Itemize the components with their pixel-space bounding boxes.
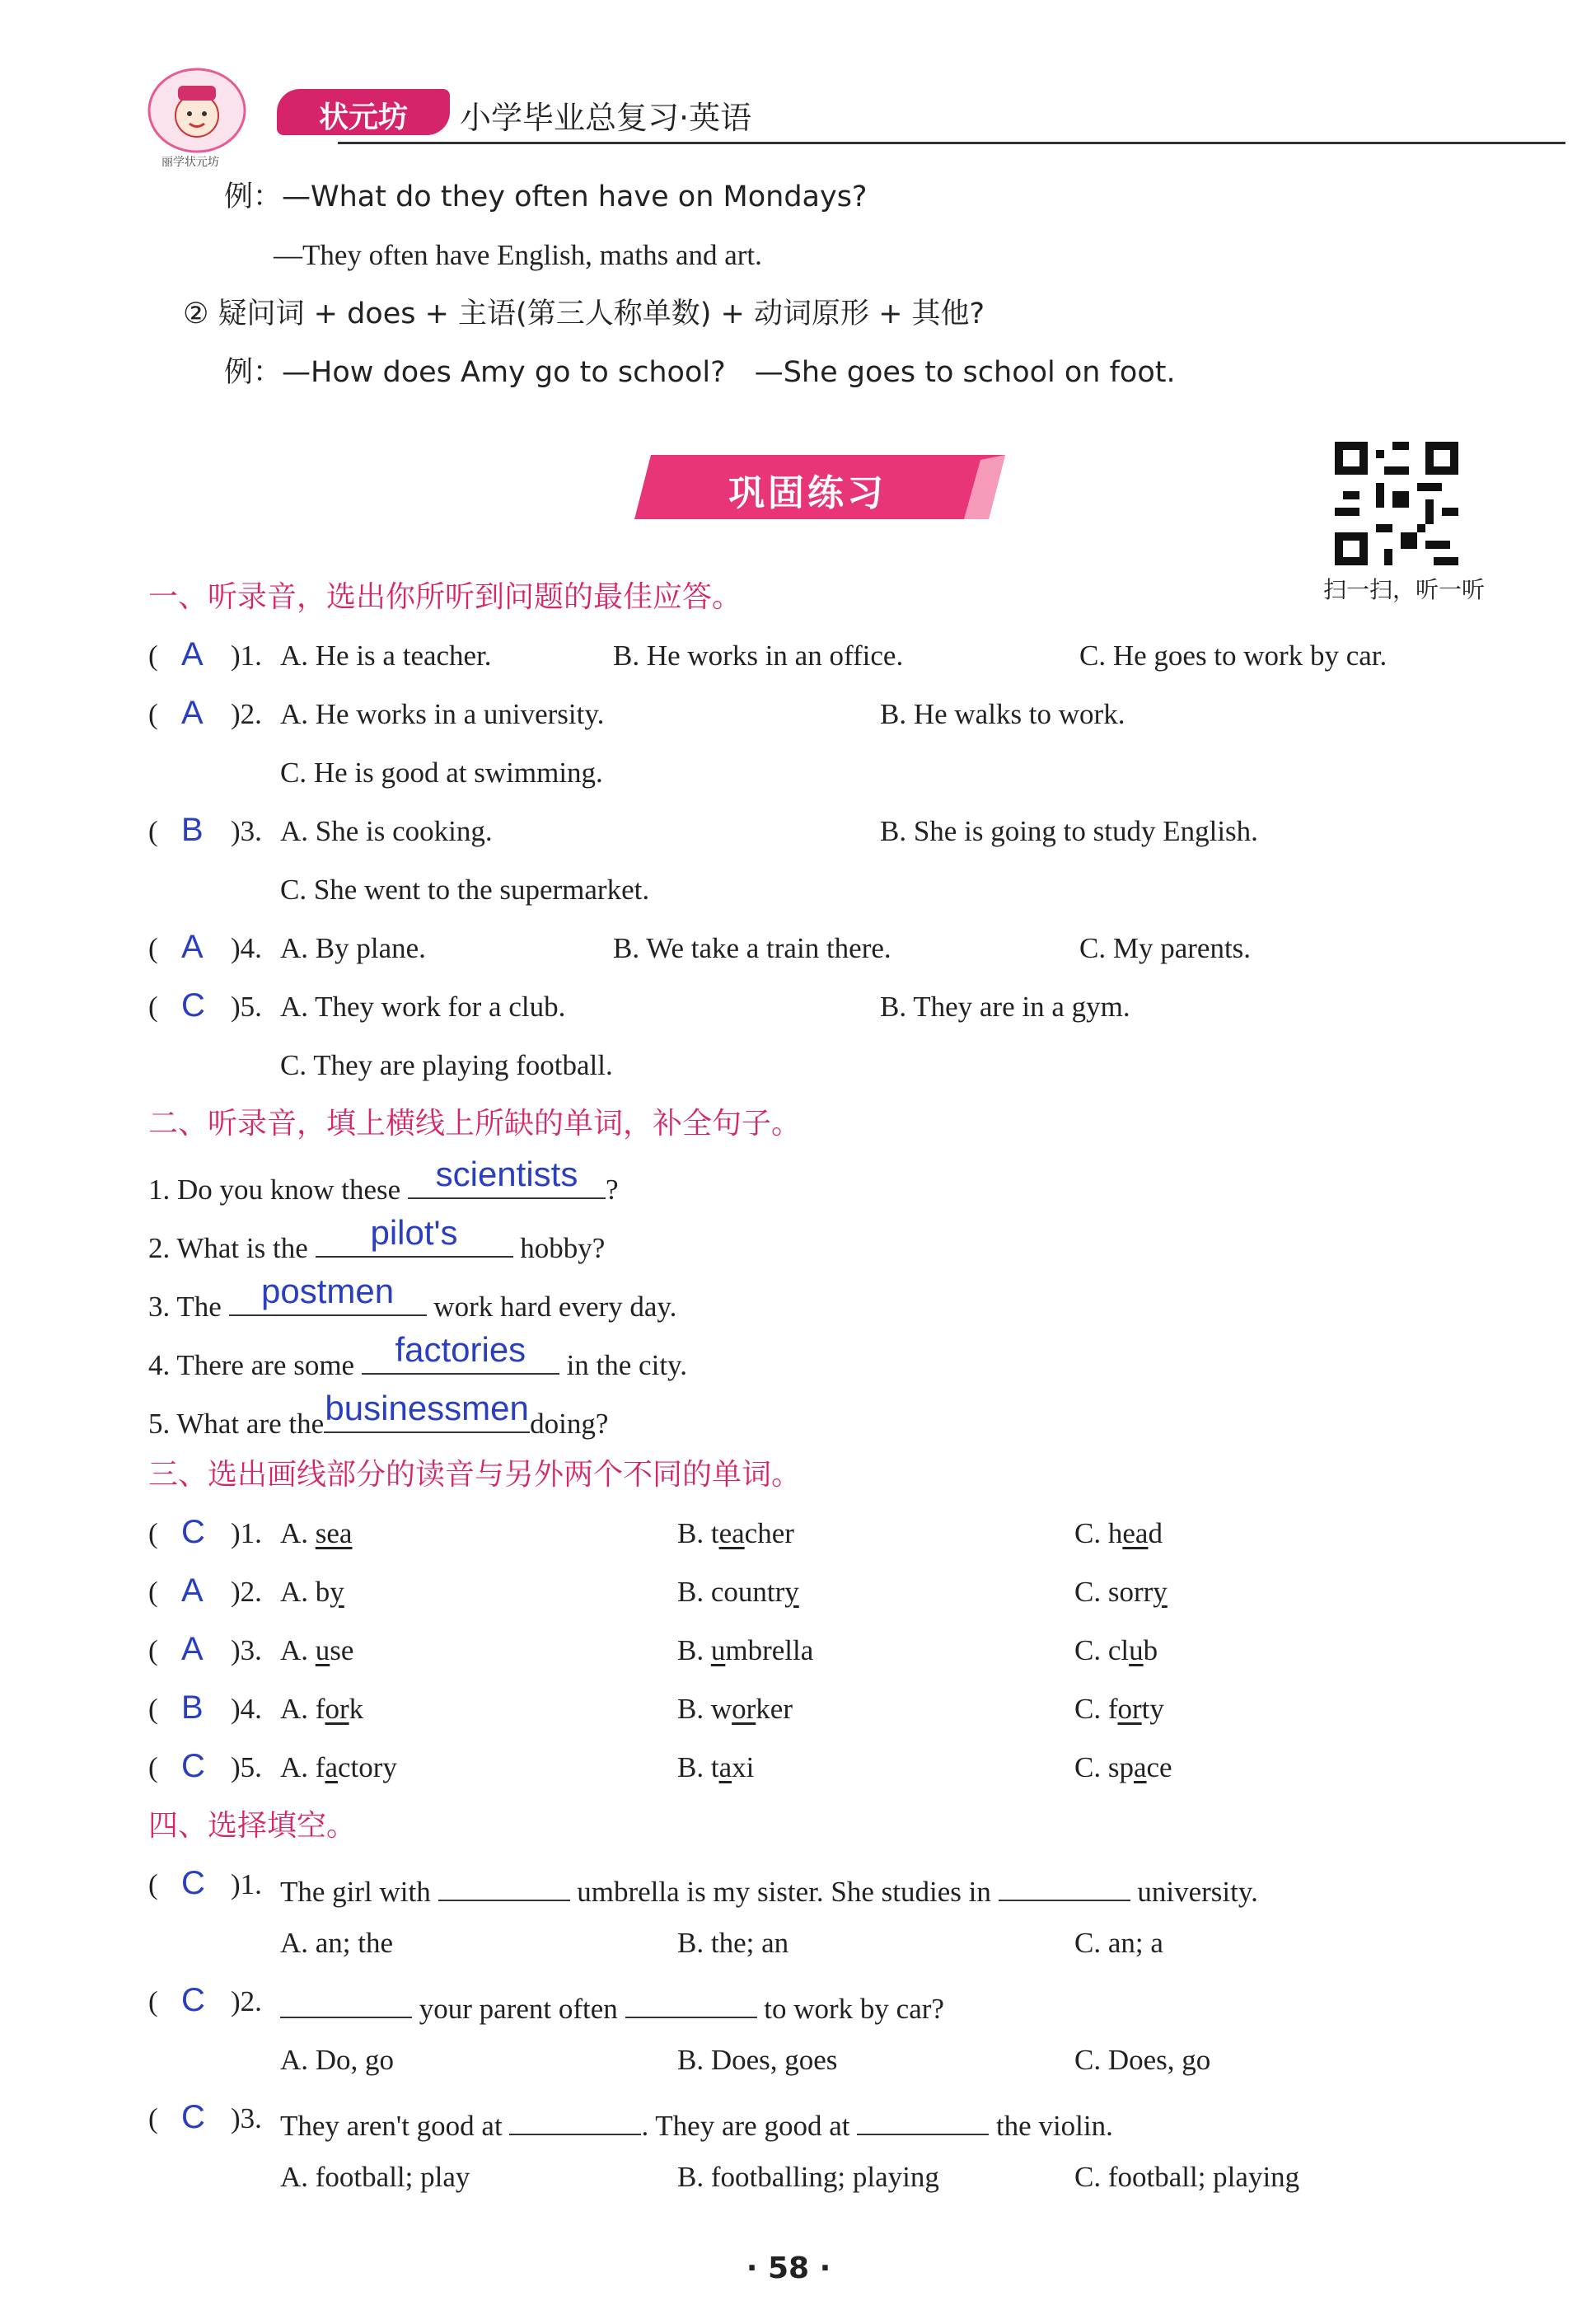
section-4-title: 四、选择填空。 bbox=[148, 1809, 357, 1843]
option-a: A. By plane. bbox=[280, 932, 426, 964]
option-a: A. sea bbox=[280, 1517, 353, 1549]
section-1-title: 一、听录音，选出你所听到问题的最佳应答。 bbox=[148, 580, 742, 614]
option-c: C. an; a bbox=[1074, 1927, 1163, 1959]
fill-sentence-3 bbox=[148, 1272, 677, 1325]
intro-example-1-answer: —They often have English, maths and art. bbox=[274, 239, 762, 271]
question-number: )3. bbox=[231, 1634, 262, 1666]
question-number: )1. bbox=[231, 1517, 262, 1549]
sentence-start: 3. The bbox=[148, 1291, 222, 1323]
fill-sentence-2 bbox=[148, 1213, 606, 1267]
answer: A bbox=[181, 695, 204, 731]
answer-blank bbox=[362, 1330, 559, 1375]
question-number: )3. bbox=[231, 815, 262, 847]
option-b: B. country bbox=[677, 1576, 799, 1608]
question-stem: They aren't good at . They are good at the violin. bbox=[280, 2101, 1113, 2144]
option-c: C. My parents. bbox=[1079, 932, 1252, 964]
section-banner bbox=[634, 452, 1005, 522]
answer-blank bbox=[408, 1155, 606, 1199]
option-c: C. space bbox=[1074, 1751, 1172, 1783]
brand-badge bbox=[277, 89, 450, 135]
question-number: )2. bbox=[231, 698, 262, 730]
option-b: B. He walks to work. bbox=[880, 698, 1125, 730]
option-c: C. She went to the supermarket. bbox=[280, 874, 650, 906]
option-a: A. fork bbox=[280, 1693, 364, 1725]
sentence-end: work hard every day. bbox=[433, 1291, 677, 1323]
option-b: B. footballing; playing bbox=[677, 2161, 939, 2193]
sentence-start: 5. What are the bbox=[148, 1408, 325, 1440]
answer: C bbox=[181, 1982, 205, 2018]
option-c: C. head bbox=[1074, 1517, 1163, 1549]
answer: factories bbox=[395, 1330, 526, 1369]
sentence-end: doing? bbox=[530, 1408, 609, 1440]
answer: C bbox=[181, 2099, 205, 2135]
logo bbox=[147, 68, 247, 153]
header-rule bbox=[338, 142, 1565, 144]
fill-sentence-4 bbox=[148, 1330, 688, 1384]
option-b: B. the; an bbox=[677, 1927, 789, 1959]
option-b: B. umbrella bbox=[677, 1634, 814, 1666]
page-number: · 58 · bbox=[746, 2251, 831, 2285]
option-b: B. taxi bbox=[677, 1751, 755, 1783]
question-number: )1. bbox=[231, 640, 262, 672]
answer-blank bbox=[316, 1213, 513, 1258]
section-3-title: 三、选出画线部分的读音与另外两个不同的单词。 bbox=[148, 1458, 802, 1492]
sentence-end: hobby? bbox=[520, 1232, 606, 1264]
sentence-start: 1. Do you know these bbox=[148, 1174, 401, 1206]
question-number: )5. bbox=[231, 991, 262, 1023]
answer: A bbox=[181, 1631, 204, 1667]
option-c: C. sorry bbox=[1074, 1576, 1168, 1608]
option-a: A. use bbox=[280, 1634, 354, 1666]
question-number: )3. bbox=[231, 2102, 262, 2134]
header-title: 小学毕业总复习·英语 bbox=[460, 100, 752, 136]
question-number: )2. bbox=[231, 1985, 262, 2017]
answer-blank bbox=[229, 1272, 427, 1316]
brand-name: 状元坊 bbox=[318, 101, 408, 134]
question-number: )4. bbox=[231, 932, 262, 964]
option-b: B. teacher bbox=[677, 1517, 794, 1549]
option-b: B. They are in a gym. bbox=[880, 991, 1130, 1023]
section-2-title: 二、听录音，填上横线上所缺的单词，补全句子。 bbox=[148, 1107, 802, 1141]
question-number: )4. bbox=[231, 1693, 262, 1725]
option-a: A. She is cooking. bbox=[280, 815, 493, 847]
sentence-end: ? bbox=[605, 1174, 619, 1206]
answer-blank bbox=[324, 1389, 530, 1433]
answer: pilot's bbox=[370, 1213, 458, 1252]
option-c: C. forty bbox=[1074, 1693, 1164, 1725]
fill-sentence-1 bbox=[148, 1155, 619, 1208]
option-a: A. by bbox=[280, 1576, 344, 1608]
option-a: A. an; the bbox=[280, 1927, 394, 1959]
option-a: A. He works in a university. bbox=[280, 698, 605, 730]
answer: A bbox=[181, 636, 204, 672]
option-c: C. club bbox=[1074, 1634, 1158, 1666]
option-c: C. He is good at swimming. bbox=[280, 757, 603, 789]
answer: A bbox=[181, 1572, 204, 1609]
answer: scientists bbox=[435, 1155, 578, 1193]
intro-example-1-question: 例：—What do they often have on Mondays? bbox=[224, 180, 868, 213]
answer: C bbox=[181, 1748, 205, 1784]
option-c: C. They are playing football. bbox=[280, 1049, 613, 1081]
fill-sentence-5 bbox=[148, 1389, 609, 1442]
answer: C bbox=[181, 987, 205, 1024]
question-stem: The girl with umbrella is my sister. She studies in university. bbox=[280, 1867, 1258, 1910]
answer: C bbox=[181, 1865, 205, 1901]
question-number: )2. bbox=[231, 1576, 262, 1608]
qr-caption: 扫一扫，听一听 bbox=[1323, 576, 1486, 603]
sentence-start: 2. What is the bbox=[148, 1232, 308, 1264]
answer: A bbox=[181, 929, 204, 965]
option-a: A. He is a teacher. bbox=[280, 640, 492, 672]
answer: businessmen bbox=[325, 1389, 529, 1427]
option-b: B. Does, goes bbox=[677, 2044, 838, 2076]
answer: C bbox=[181, 1514, 205, 1550]
answer: postmen bbox=[261, 1272, 395, 1310]
option-a: A. football; play bbox=[280, 2161, 470, 2193]
option-b: B. He works in an office. bbox=[613, 640, 904, 672]
sentence-start: 4. There are some bbox=[148, 1349, 355, 1381]
logo-caption: 丽学状元坊 bbox=[161, 156, 219, 169]
option-a: A. Do, go bbox=[280, 2044, 395, 2076]
option-c: C. Does, go bbox=[1074, 2044, 1211, 2076]
intro-rule-2: ② 疑问词 + does + 主语(第三人称单数) + 动词原形 + 其他? bbox=[183, 298, 985, 330]
option-a: A. factory bbox=[280, 1751, 397, 1783]
answer: B bbox=[181, 812, 204, 848]
answer: B bbox=[181, 1689, 204, 1726]
sentence-end: in the city. bbox=[566, 1349, 688, 1381]
option-a: A. They work for a club. bbox=[280, 991, 566, 1023]
option-c: C. He goes to work by car. bbox=[1079, 640, 1387, 672]
question-stem: your parent often to work by car? bbox=[280, 1984, 944, 2027]
qr-code-icon[interactable] bbox=[1335, 442, 1458, 565]
question-number: )5. bbox=[231, 1751, 262, 1783]
banner-title: 巩固练习 bbox=[728, 472, 887, 514]
option-b: B. worker bbox=[677, 1693, 793, 1725]
option-b: B. She is going to study English. bbox=[880, 815, 1258, 847]
option-b: B. We take a train there. bbox=[613, 932, 891, 964]
question-number: )1. bbox=[231, 1868, 262, 1900]
option-c: C. football; playing bbox=[1074, 2161, 1300, 2193]
intro-example-2: 例：—How does Amy go to school? —She goes to school on foot. bbox=[224, 356, 1176, 389]
